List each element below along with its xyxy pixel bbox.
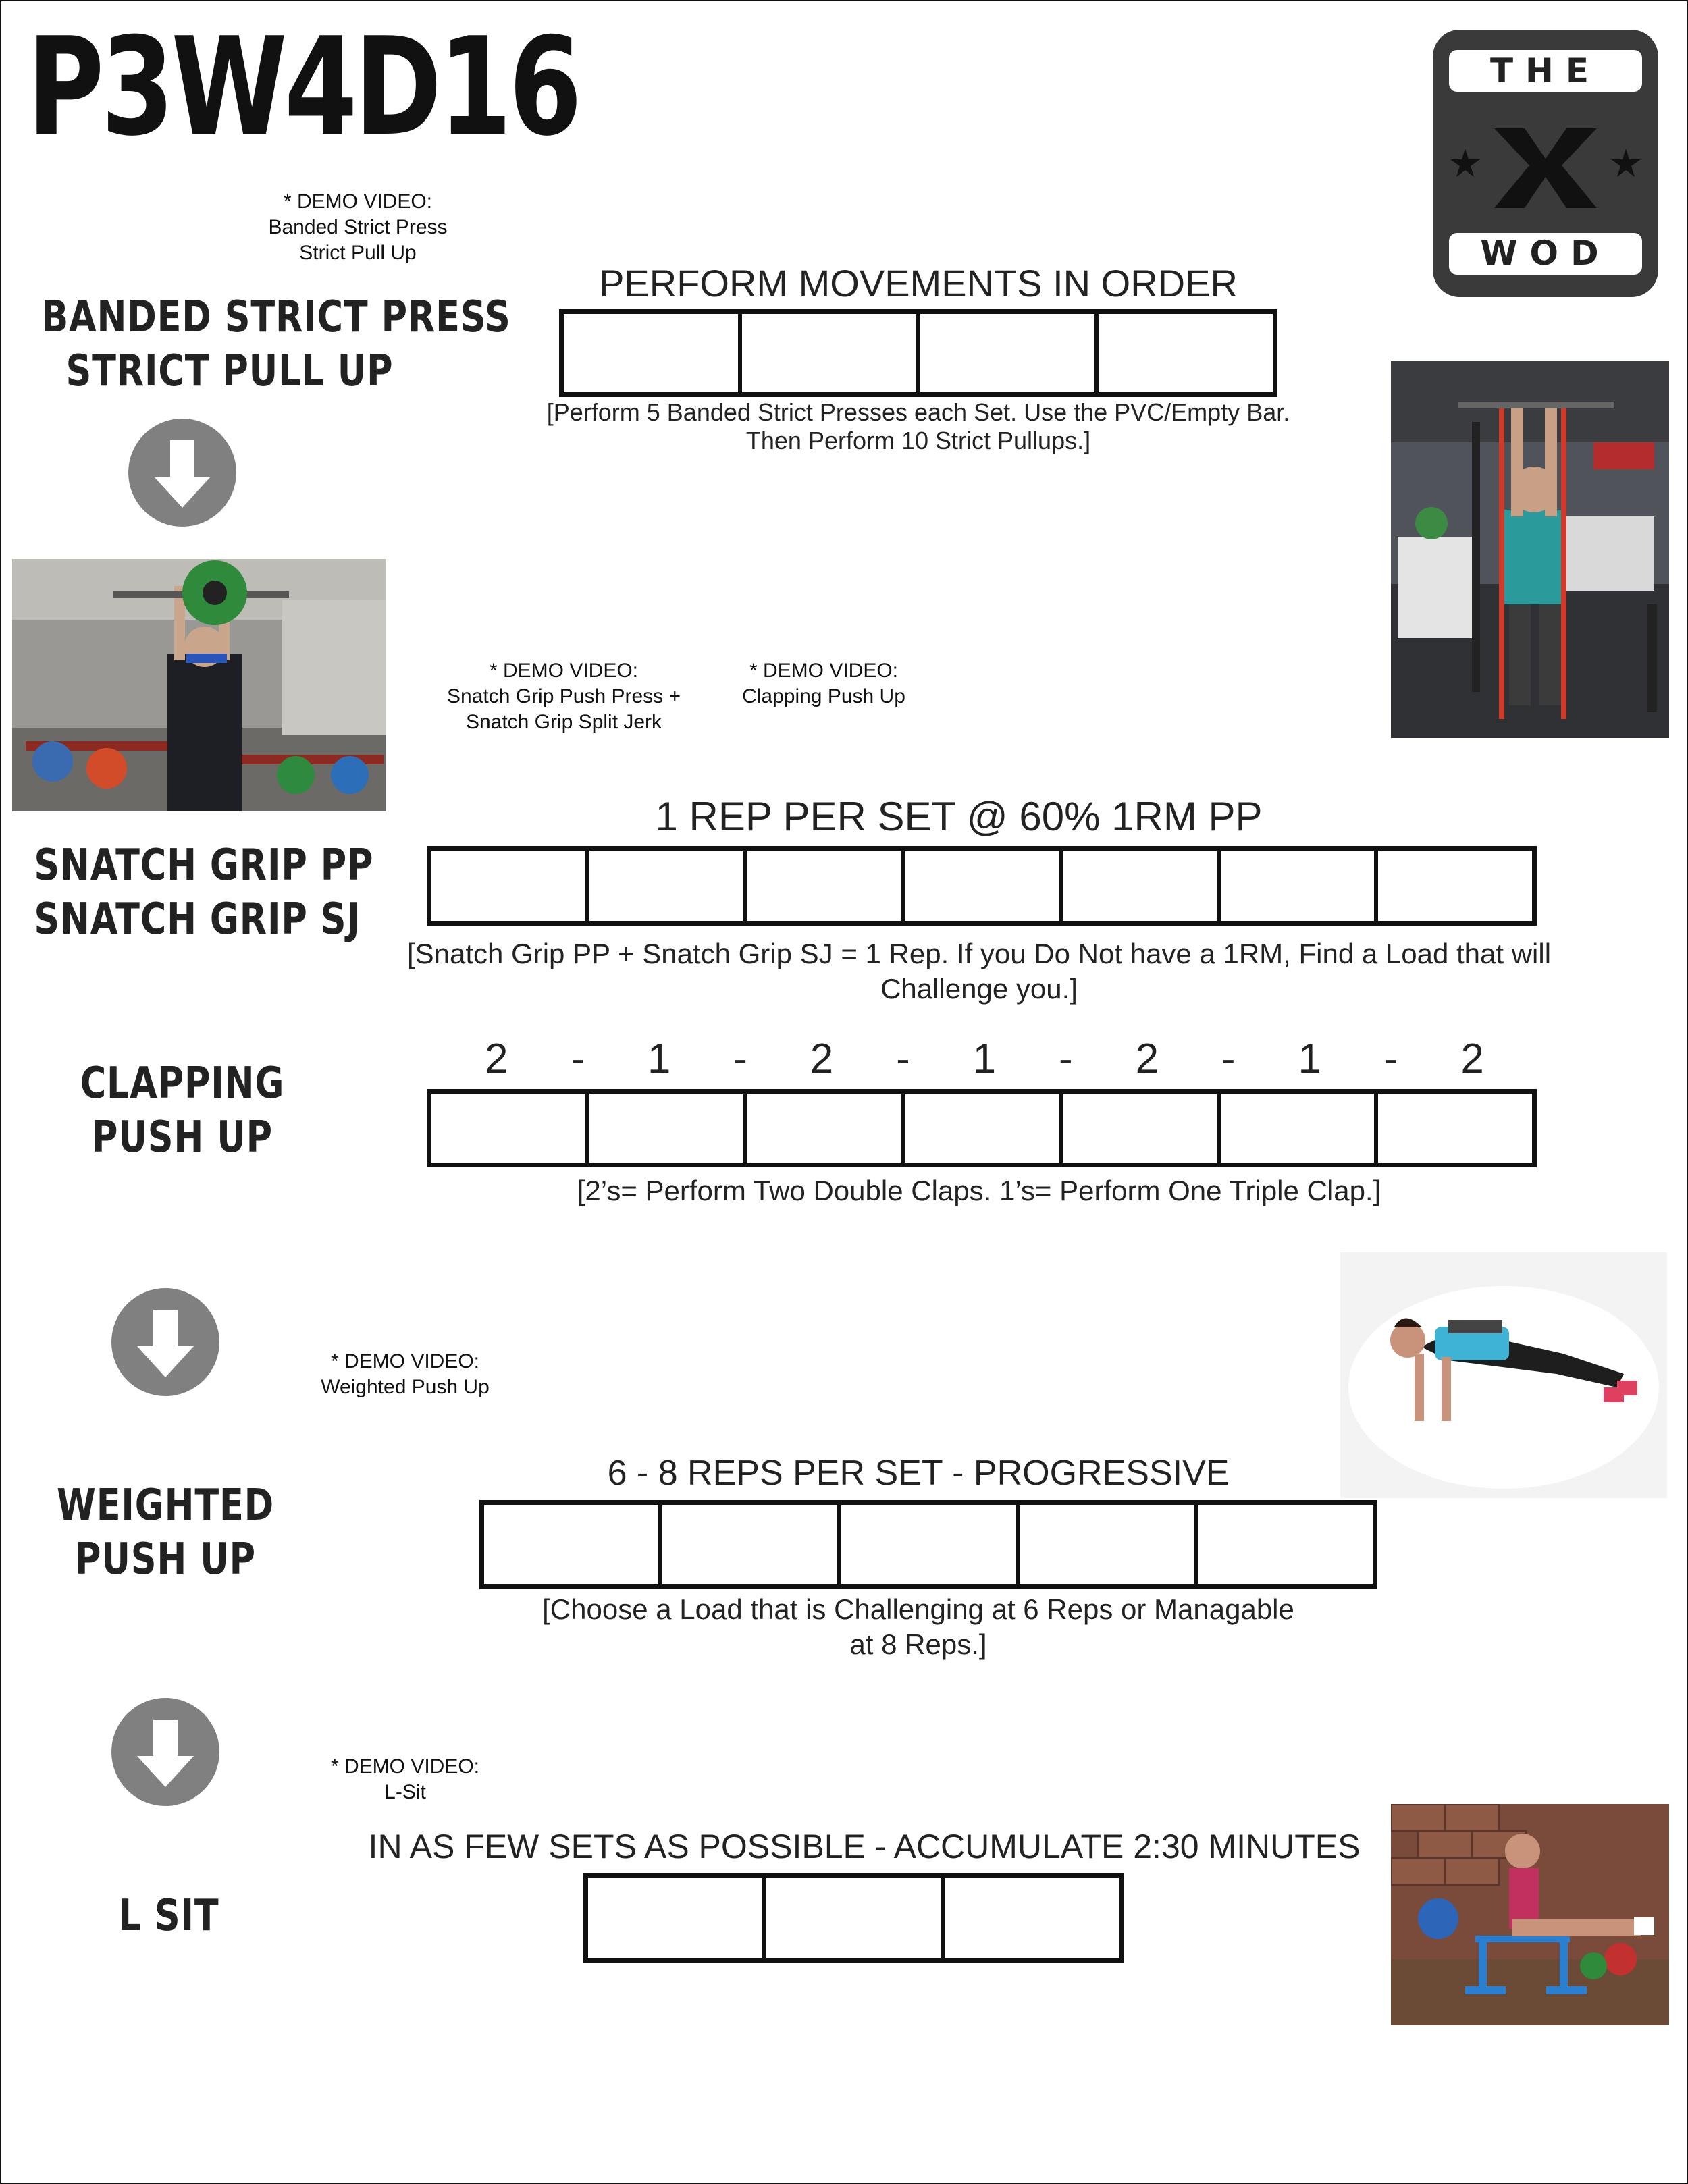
instruction-note: [Snatch Grip PP + Snatch Grip SJ = 1 Rep. If you Do Not have a 1RM, Find a Load that will Challenge you.]: [406, 938, 1552, 1005]
score-box[interactable]: [841, 1505, 1020, 1584]
weighted-push-up-photo: [1340, 1252, 1667, 1498]
score-box[interactable]: [945, 1878, 1119, 1958]
score-box[interactable]: [1221, 851, 1379, 921]
score-boxes: [479, 1500, 1377, 1589]
score-box[interactable]: [1099, 314, 1273, 392]
score-box[interactable]: [766, 1878, 945, 1958]
demo-video-label[interactable]: * DEMO VIDEO: Snatch Grip Push Press + Snatch Grip Split Jerk: [447, 660, 681, 733]
arrow-down-icon: [111, 1698, 219, 1806]
score-box[interactable]: [742, 314, 920, 392]
score-boxes: [583, 1873, 1124, 1963]
svg-text:WOD: WOD: [1480, 234, 1611, 273]
movement-name: SNATCH GRIP PP SNATCH GRIP SJ: [34, 841, 374, 944]
score-box[interactable]: [1063, 851, 1221, 921]
score-box[interactable]: [905, 851, 1063, 921]
page-title: P3W4D16: [27, 9, 579, 166]
score-box[interactable]: [905, 1094, 1063, 1163]
score-box[interactable]: [431, 1094, 589, 1163]
score-boxes: [427, 846, 1537, 926]
score-box[interactable]: [484, 1505, 662, 1584]
score-box[interactable]: [589, 1094, 747, 1163]
score-box[interactable]: [747, 851, 905, 921]
score-box[interactable]: [662, 1505, 841, 1584]
l-sit-photo: [1391, 1804, 1669, 2025]
svg-text:THE: THE: [1489, 51, 1602, 90]
score-box[interactable]: [588, 1878, 766, 1958]
score-box[interactable]: [589, 851, 747, 921]
section-heading: 1 REP PER SET @ 60% 1RM PP: [655, 794, 1263, 839]
arrow-down-icon: [128, 419, 236, 527]
instruction-note: [Perform 5 Banded Strict Presses each Set. Use the PVC/Empty Bar. Then Perform 10 Strict Pullups.]: [546, 398, 1290, 454]
movement-name: CLAPPING PUSH UP: [80, 1059, 285, 1163]
score-box[interactable]: [1378, 1094, 1532, 1163]
banded-press-photo: [1391, 361, 1669, 738]
score-box[interactable]: [747, 1094, 905, 1163]
score-box[interactable]: [1063, 1094, 1221, 1163]
the-x-wod-logo: [1430, 27, 1661, 300]
section-heading: PERFORM MOVEMENTS IN ORDER: [599, 262, 1238, 304]
instruction-note: [2’s= Perform Two Double Claps. 1’s= Perform One Triple Clap.]: [577, 1175, 1381, 1206]
movement-name: BANDED STRICT PRESS STRICT PULL UP: [41, 292, 511, 396]
demo-video-label[interactable]: * DEMO VIDEO: Weighted Push Up: [321, 1350, 490, 1398]
score-boxes: [427, 1089, 1537, 1167]
score-box[interactable]: [1378, 851, 1532, 921]
score-box[interactable]: [1221, 1094, 1379, 1163]
score-box[interactable]: [1198, 1505, 1373, 1584]
score-box[interactable]: [564, 314, 742, 392]
arrow-down-icon: [111, 1288, 219, 1396]
demo-video-label[interactable]: * DEMO VIDEO: Banded Strict Press Strict Pull Up: [268, 190, 448, 264]
section-heading: 6 - 8 REPS PER SET - PROGRESSIVE: [607, 1454, 1230, 1493]
score-box[interactable]: [1020, 1505, 1198, 1584]
demo-video-label[interactable]: * DEMO VIDEO: Clapping Push Up: [742, 660, 905, 708]
movement-name: L SIT: [118, 1891, 219, 1941]
section-heading: IN AS FEW SETS AS POSSIBLE - ACCUMULATE 2:30 MINUTES: [368, 1828, 1361, 1865]
score-box[interactable]: [920, 314, 1099, 392]
rep-scheme: 2 - 1 - 2 - 1 - 2 - 1 - 2: [485, 1036, 1484, 1082]
score-box[interactable]: [431, 851, 589, 921]
snatch-grip-photo: [12, 559, 386, 811]
score-boxes: [559, 309, 1277, 397]
movement-name: WEIGHTED PUSH UP: [56, 1481, 275, 1584]
demo-video-label[interactable]: * DEMO VIDEO: L-Sit: [330, 1755, 480, 1803]
instruction-note: [Choose a Load that is Challenging at 6 Reps or Managable at 8 Reps.]: [542, 1593, 1294, 1660]
